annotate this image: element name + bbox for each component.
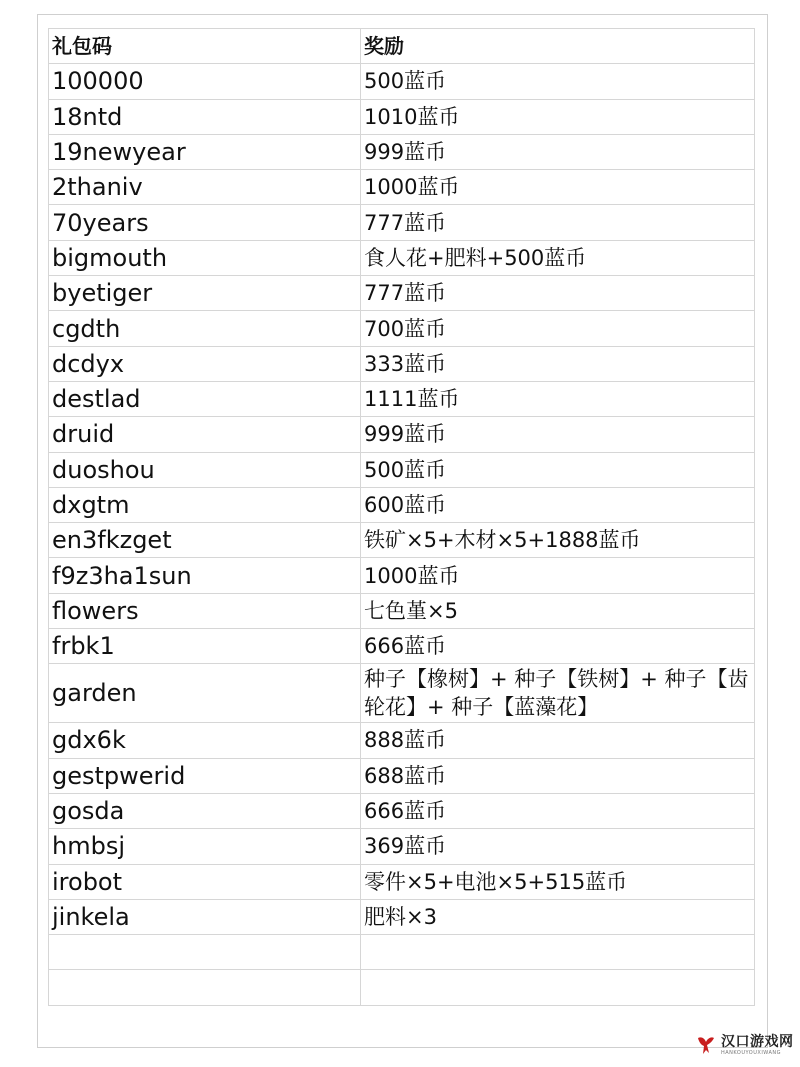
table-row xyxy=(49,558,755,593)
reward-cell: 肥料×3 xyxy=(361,899,755,934)
gift-code-cell: garden xyxy=(49,664,361,723)
table-row xyxy=(49,935,755,970)
watermark-title: 汉口游戏网 xyxy=(721,1033,794,1050)
table-row xyxy=(49,523,755,558)
gift-code-cell: duoshou xyxy=(49,452,361,487)
table-row xyxy=(49,970,755,1005)
table-row xyxy=(49,664,755,723)
reward-cell: 600蓝币 xyxy=(361,487,755,522)
table-row xyxy=(49,864,755,899)
gift-code-cell: 70years xyxy=(49,205,361,240)
reward-cell: 688蓝币 xyxy=(361,758,755,793)
reward-cell: 1111蓝币 xyxy=(361,381,755,416)
gift-code-cell: gdx6k xyxy=(49,723,361,758)
gift-code-cell: dcdyx xyxy=(49,346,361,381)
table-row xyxy=(49,417,755,452)
reward-cell: 1000蓝币 xyxy=(361,170,755,205)
table-row xyxy=(49,311,755,346)
reward-cell: 666蓝币 xyxy=(361,629,755,664)
watermark-logo-icon xyxy=(694,1033,718,1057)
reward-cell: 1010蓝币 xyxy=(361,99,755,134)
reward-cell: 500蓝币 xyxy=(361,64,755,99)
gift-code-cell: bigmouth xyxy=(49,240,361,275)
reward-cell: 777蓝币 xyxy=(361,205,755,240)
reward-cell: 500蓝币 xyxy=(361,452,755,487)
watermark-subtitle: HANKOUYOUXIWANG xyxy=(721,1049,782,1056)
reward-cell: 七色堇×5 xyxy=(361,593,755,628)
gift-code-cell: destlad xyxy=(49,381,361,416)
table-row xyxy=(49,64,755,99)
gift-code-cell: 18ntd xyxy=(49,99,361,134)
watermark xyxy=(694,1027,794,1063)
gift-code-cell: en3fkzget xyxy=(49,523,361,558)
table-row xyxy=(49,629,755,664)
table-row xyxy=(49,829,755,864)
reward-cell: 369蓝币 xyxy=(361,829,755,864)
table-row xyxy=(49,99,755,134)
table-row xyxy=(49,593,755,628)
reward-cell: 888蓝币 xyxy=(361,723,755,758)
reward-cell: 700蓝币 xyxy=(361,311,755,346)
gift-code-cell: druid xyxy=(49,417,361,452)
table-row xyxy=(49,758,755,793)
table-row xyxy=(49,723,755,758)
table-row xyxy=(49,240,755,275)
gift-code-cell: 100000 xyxy=(49,64,361,99)
header-code: 礼包码 xyxy=(49,29,361,64)
gift-code-cell xyxy=(49,935,361,970)
gift-code-cell: cgdth xyxy=(49,311,361,346)
gift-code-cell: frbk1 xyxy=(49,629,361,664)
gift-code-cell: f9z3ha1sun xyxy=(49,558,361,593)
reward-cell: 999蓝币 xyxy=(361,134,755,169)
table-row xyxy=(49,205,755,240)
reward-cell: 种子【橡树】+ 种子【铁树】+ 种子【齿轮花】+ 种子【蓝藻花】 xyxy=(361,664,755,723)
table-header-row xyxy=(49,29,755,64)
reward-cell: 1000蓝币 xyxy=(361,558,755,593)
gift-code-table xyxy=(48,28,755,1006)
gift-code-cell: gosda xyxy=(49,793,361,828)
gift-code-cell xyxy=(49,970,361,1005)
table-row xyxy=(49,793,755,828)
reward-cell: 666蓝币 xyxy=(361,793,755,828)
gift-code-cell: irobot xyxy=(49,864,361,899)
gift-code-cell: flowers xyxy=(49,593,361,628)
gift-code-cell: gestpwerid xyxy=(49,758,361,793)
reward-cell: 食人花+肥料+500蓝币 xyxy=(361,240,755,275)
table-row xyxy=(49,134,755,169)
table-row xyxy=(49,381,755,416)
reward-cell: 999蓝币 xyxy=(361,417,755,452)
gift-code-cell: byetiger xyxy=(49,276,361,311)
reward-cell: 777蓝币 xyxy=(361,276,755,311)
gift-code-cell: dxgtm xyxy=(49,487,361,522)
gift-code-cell: 2thaniv xyxy=(49,170,361,205)
gift-code-cell: hmbsj xyxy=(49,829,361,864)
gift-code-cell: 19newyear xyxy=(49,134,361,169)
table-row xyxy=(49,276,755,311)
gift-code-cell: jinkela xyxy=(49,899,361,934)
table-row xyxy=(49,899,755,934)
reward-cell xyxy=(361,935,755,970)
header-reward: 奖励 xyxy=(361,29,755,64)
table-row xyxy=(49,170,755,205)
table-row xyxy=(49,346,755,381)
reward-cell: 铁矿×5+木材×5+1888蓝币 xyxy=(361,523,755,558)
reward-cell: 零件×5+电池×5+515蓝币 xyxy=(361,864,755,899)
table-row xyxy=(49,487,755,522)
reward-cell: 333蓝币 xyxy=(361,346,755,381)
reward-cell xyxy=(361,970,755,1005)
table-row xyxy=(49,452,755,487)
